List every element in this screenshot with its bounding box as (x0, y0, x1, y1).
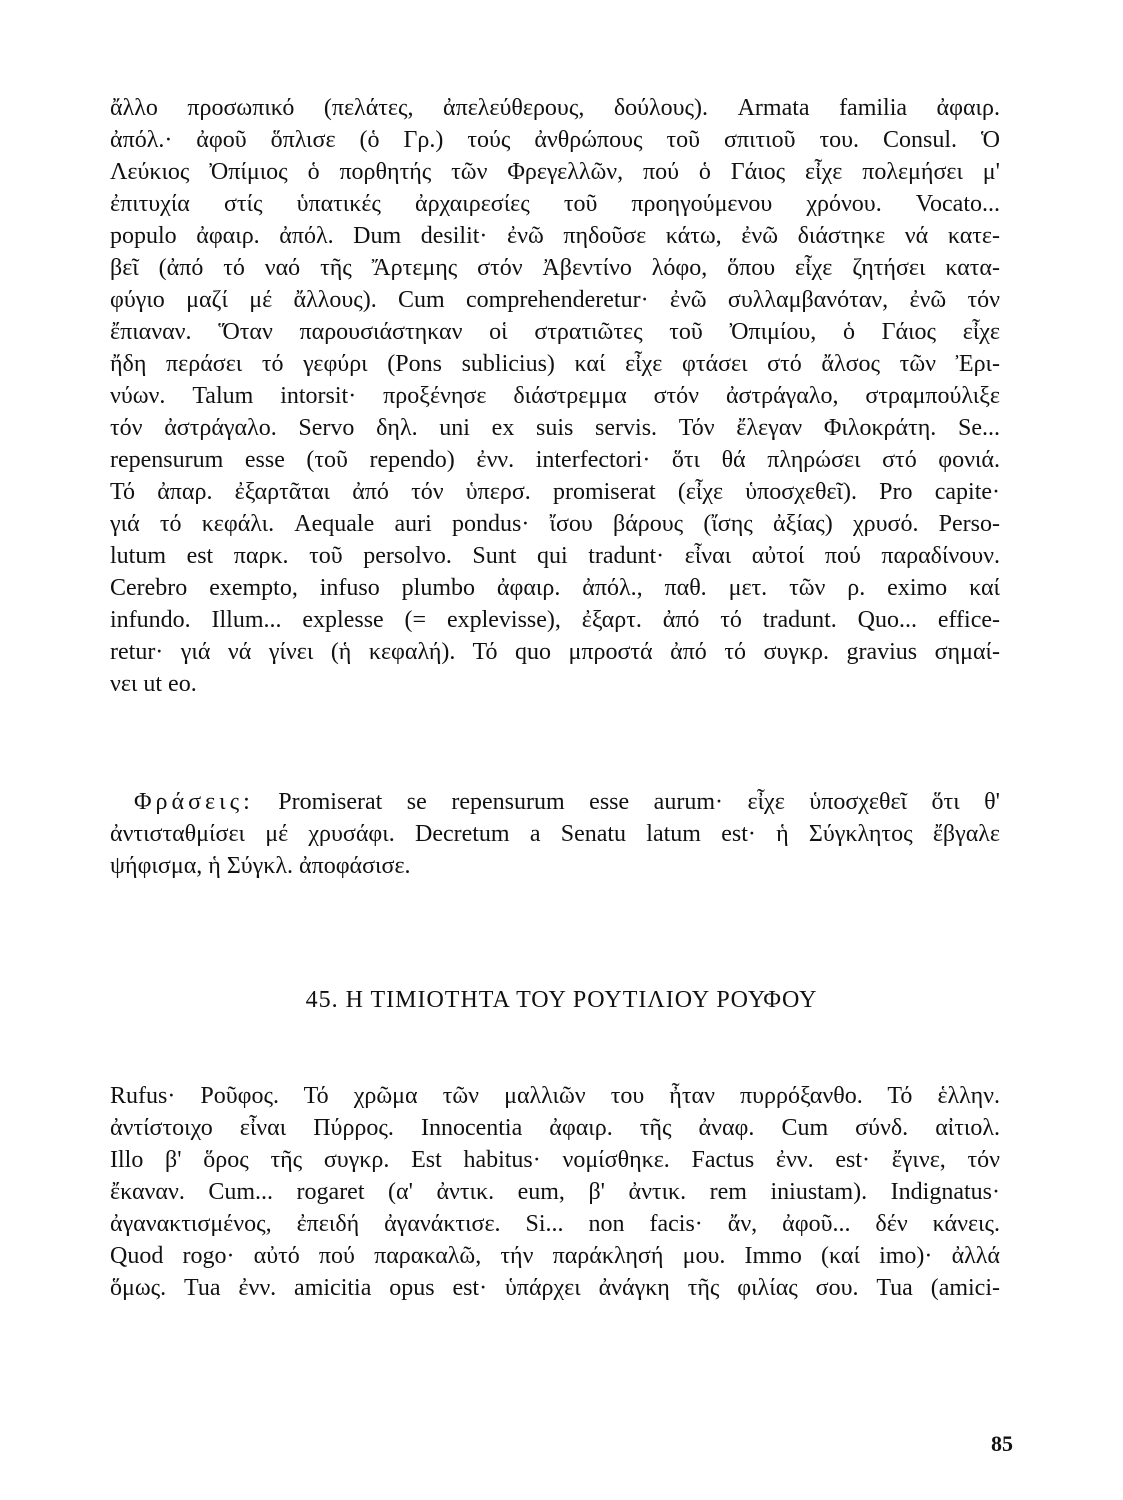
text-line: ἀπόλ.· ἀφοῦ ὅπλισε (ὁ Γρ.) τούς ἀνθρώπους τοῦ σπιτιοῦ του. Consul. Ὁ (110, 127, 1000, 153)
text-line (110, 786, 1000, 818)
text-line: ἐπιτυχία στίς ὑπατικές ἀρχαιρεσίες τοῦ προηγούμενου χρόνου. Vocato... (110, 191, 1000, 217)
text-line: ἔπιαναν. Ὅταν παρουσιάστηκαν οἱ στρατιῶτες τοῦ Ὀπιμίου, ὁ Γάιος εἶχε (110, 319, 1000, 345)
text-line: ἄλλο προσωπικό (πελάτες, ἀπελεύθερους, δούλους). Armata familia ἀφαιρ. (110, 95, 1000, 121)
text-line: Cerebro exempto, infuso plumbo ἀφαιρ. ἀπόλ., παθ. μετ. τῶν ρ. eximo καί (110, 575, 1000, 601)
text-line: τόν ἀστράγαλο. Servo δηλ. uni ex suis servis. Τόν ἔλεγαν Φιλοκράτη. Se... (110, 415, 1000, 441)
text-line: Quod rogo· αὐτό πού παρακαλῶ, τήν παράκλησή μου. Immo (καί imo)· ἀλλά (110, 1243, 1000, 1269)
text-line: ἤδη περάσει τό γεφύρι (Pons sublicius) καί εἶχε φτάσει στό ἄλσος τῶν Ἐρι- (110, 351, 1000, 377)
phrases-first-line-text: Promiserat se repensurum esse aurum· εἶχε ὑποσχεθεῖ ὅτι θ' (278, 789, 1001, 815)
text-line: ἔκαναν. Cum... rogaret (α' ἀντικ. eum, β' ἀντικ. rem iniustam). Indignatus· (110, 1179, 1000, 1205)
text-line: βεῖ (ἀπό τό ναό τῆς Ἄρτεμης στόν Ἀβεντίνο λόφο, ὅπου εἶχε ζητήσει κατα- (110, 255, 1000, 281)
text-line: γιά τό κεφάλι. Aequale auri pondus· ἴσου βάρους (ἴσης ἀξίας) χρυσό. Perso- (110, 511, 1000, 537)
text-line: retur· γιά νά γίνει (ἡ κεφαλή). Τό quo μπροστά ἀπό τό συγκρ. gravius σημαί- (110, 639, 1000, 665)
text-line: νει ut eo. (110, 671, 197, 697)
text-line: repensurum esse (τοῦ rependo) ἐνν. interfectori· ὅτι θά πληρώσει στό φονιά. (110, 447, 1000, 473)
text-line: φύγιο μαζί μέ ἄλλους). Cum comprehenderetur· ἐνῶ συλλαμβανόταν, ἐνῶ τόν (110, 287, 1000, 313)
page-number: 85 (991, 1431, 1013, 1456)
text-line: ὅμως. Tua ἐνν. amicitia opus est· ὑπάρχει ἀνάγκη τῆς φιλίας σου. Tua (amici- (110, 1275, 1000, 1301)
text-line: Λεύκιος Ὀπίμιος ὁ πορθητής τῶν Φρεγελλῶν, πού ὁ Γάιος εἶχε πολεμήσει μ' (110, 159, 1000, 185)
section-title: 45. Η ΤΙΜΙΟΤΗΤΑ ΤΟΥ ΡΟΥΤΙΛΙΟΥ ΡΟΥΦΟΥ (305, 987, 818, 1013)
text-line: lutum est παρκ. τοῦ persolvo. Sunt qui tradunt· εἶναι αὐτοί πού παραδίνουν. (110, 543, 1000, 569)
text-line: populo ἀφαιρ. ἀπόλ. Dum desilit· ἐνῶ πηδοῦσε κάτω, ἐνῶ διάστηκε νά κατε- (110, 223, 1000, 249)
text-line: ἀντισταθμίσει μέ χρυσάφι. Decretum a Senatu latum est· ἡ Σύγκλητος ἔβγαλε (110, 821, 1000, 847)
text-line: ἀντίστοιχο εἶναι Πύρρος. Innocentia ἀφαιρ. τῆς ἀναφ. Cum σύνδ. αἰτιολ. (110, 1115, 1000, 1141)
commentary-paragraph-1 (110, 92, 1000, 700)
phrases-paragraph (110, 786, 1000, 882)
text-line: νύων. Talum intorsit· προξένησε διάστρεμμα στόν ἀστράγαλο, στραμπούλιξε (110, 383, 1000, 409)
text-line: ἀγανακτισμένος, ἐπειδή ἀγανάκτισε. Si... non facis· ἄν, ἀφοῦ... δέν κάνεις. (110, 1211, 1000, 1237)
phrases-label: Φράσεις: (134, 789, 254, 815)
text-line: ψήφισμα, ἡ Σύγκλ. ἀποφάσισε. (110, 853, 411, 879)
text-line: Illo β' ὅρος τῆς συγκρ. Est habitus· νομίσθηκε. Factus ἐνν. est· ἔγινε, τόν (110, 1147, 1000, 1173)
text-line: Τό ἀπαρ. ἐξαρτᾶται ἀπό τόν ὑπερσ. promiserat (εἶχε ὑποσχεθεῖ). Pro capite· (110, 479, 1000, 505)
text-line: infundo. Illum... explesse (= explevisse), ἐξαρτ. ἀπό τό tradunt. Quo... efficе- (110, 607, 1000, 633)
commentary-paragraph-2 (110, 1080, 1000, 1304)
text-line: Rufus· Ροῦφος. Τό χρῶμα τῶν μαλλιῶν του ἦταν πυρρόξανθο. Τό ἑλλην. (110, 1083, 1000, 1109)
